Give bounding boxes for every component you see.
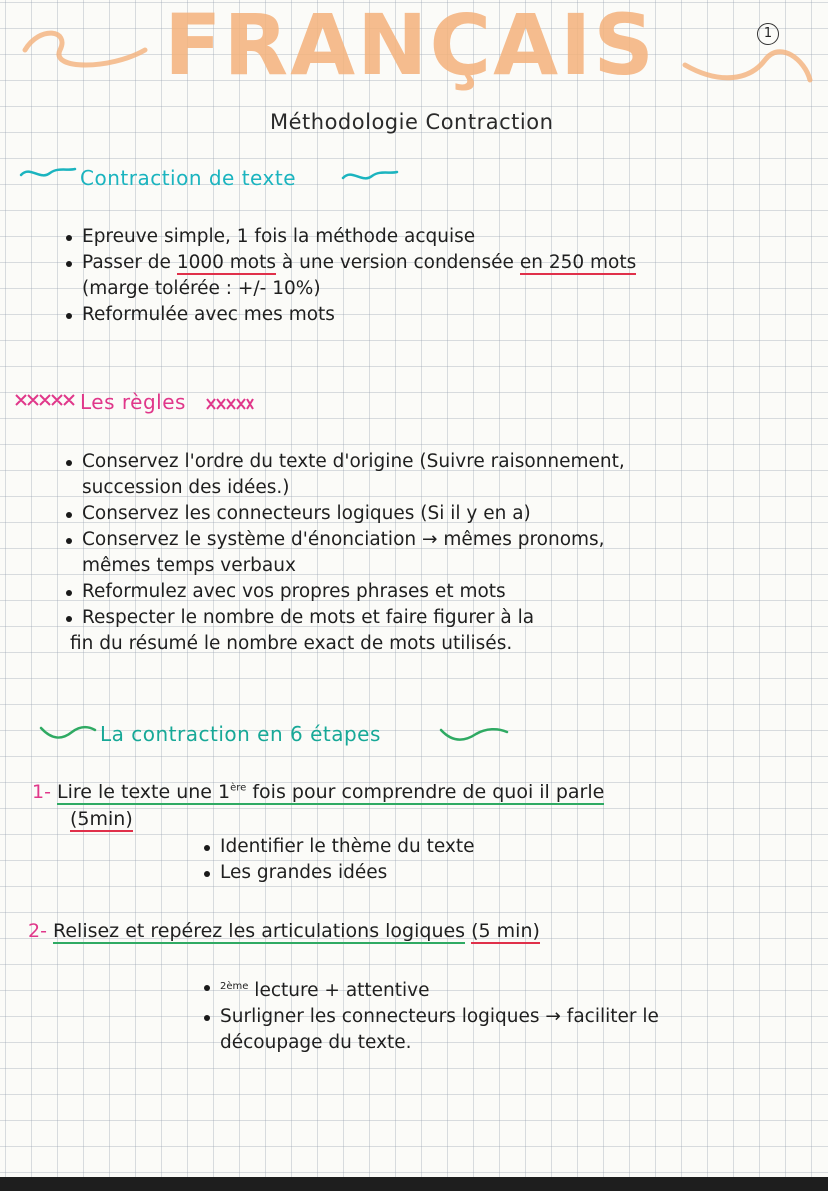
bullet-dot [66, 590, 72, 596]
bullet-text: Surligner les connecteurs logiques → faciliter le [220, 1006, 659, 1028]
step-1 [32, 781, 604, 803]
bullet-text: Reformulez avec vos propres phrases et mots [82, 581, 506, 602]
step-text-part: fois pour comprendre de quoi il parle [246, 781, 605, 803]
section2-bullets [70, 449, 625, 657]
list-item [82, 224, 636, 250]
step-number: 1- [32, 781, 51, 803]
section-heading-etapes: La contraction en 6 étapes [100, 722, 381, 746]
bullet-text: Conservez l'ordre du texte d'origine (Suivre raisonnement, [82, 451, 625, 472]
bullet-text: découpage du texte. [220, 1032, 412, 1054]
page-subtitle: Méthodologie Contraction [270, 110, 554, 134]
section-heading-regles: Les règles [80, 390, 186, 414]
superscript: ère [230, 782, 247, 794]
bullet-text: Identifier le thème du texte [220, 836, 475, 857]
list-item-continuation [82, 475, 625, 501]
bullet-text: Epreuve simple, 1 fois la méthode acquise [82, 226, 476, 247]
step-number: 2- [28, 920, 47, 942]
bullet-dot [66, 235, 72, 241]
step-text-part: Lire le texte une 1 [57, 781, 231, 803]
duration-label: (5min) [70, 808, 133, 830]
step2-bullets [220, 974, 659, 1056]
bullet-text: (marge tolérée : +/- 10%) [82, 278, 321, 299]
list-item [82, 579, 625, 605]
bullet-text: Passer de [82, 252, 177, 273]
bullet-text: Respecter le nombre de mots et faire figurer à la [82, 607, 535, 628]
bullet-text: Les grandes idées [220, 862, 388, 883]
heading-tilde-right [340, 168, 400, 186]
bullet-text: lecture + attentive [248, 980, 430, 1002]
list-item [220, 834, 475, 860]
bullet-dot [204, 985, 210, 991]
heading-tilde-left [18, 165, 78, 183]
list-item [220, 974, 659, 1004]
bullet-dot [66, 313, 72, 319]
step-text: Relisez et repérez les articulations logiques [53, 920, 466, 942]
page-number: 1 [757, 23, 779, 45]
list-item [82, 302, 636, 328]
bullet-dot [66, 460, 72, 466]
bullet-text: succession des idées.) [82, 477, 290, 498]
list-item [82, 250, 636, 276]
page-title: FRANÇAIS [164, 0, 656, 94]
step-1-time [70, 808, 133, 830]
bottom-edge [0, 1177, 828, 1191]
list-item [82, 449, 625, 475]
list-item-continuation [70, 631, 625, 657]
bullet-text: Reformulée avec mes mots [82, 304, 335, 325]
list-item [82, 501, 625, 527]
list-item [220, 1004, 659, 1030]
list-item-continuation [82, 276, 636, 302]
heading-tilde-left-green [38, 722, 98, 742]
bullet-text: mêmes temps verbaux [82, 555, 296, 576]
heading-tilde-right-green [438, 724, 510, 744]
list-item [82, 527, 625, 553]
bullet-dot [204, 871, 210, 877]
list-item-continuation [82, 553, 625, 579]
bullet-dot [66, 538, 72, 544]
bullet-text: Conservez le système d'énonciation → mêmes pronoms, [82, 529, 605, 550]
bullet-text: Conservez les connecteurs logiques (Si il y en a) [82, 503, 531, 524]
heading-crosses-right [205, 397, 255, 411]
bullet-dot [204, 1015, 210, 1021]
section-heading-contraction: Contraction de texte [80, 166, 296, 190]
bullet-dot [66, 616, 72, 622]
list-item [82, 605, 625, 631]
section1-bullets [82, 224, 636, 328]
highlight-1000-mots: 1000 mots [176, 252, 277, 273]
list-item [220, 860, 475, 886]
step-text [57, 781, 604, 805]
bullet-dot [66, 261, 72, 267]
duration-label: (5 min) [471, 920, 540, 942]
title-swirl-right [680, 40, 820, 100]
bullet-dot [66, 512, 72, 518]
bullet-text: fin du résumé le nombre exact de mots utilisés. [70, 633, 513, 654]
step-2 [28, 920, 540, 942]
heading-crosses-left [14, 392, 76, 408]
bullet-text: à une version condensée [276, 252, 520, 273]
superscript: 2ème [220, 981, 249, 992]
highlight-250-mots: en 250 mots [519, 252, 637, 273]
step1-bullets [220, 834, 475, 886]
bullet-dot [204, 845, 210, 851]
list-item-continuation [220, 1030, 659, 1056]
